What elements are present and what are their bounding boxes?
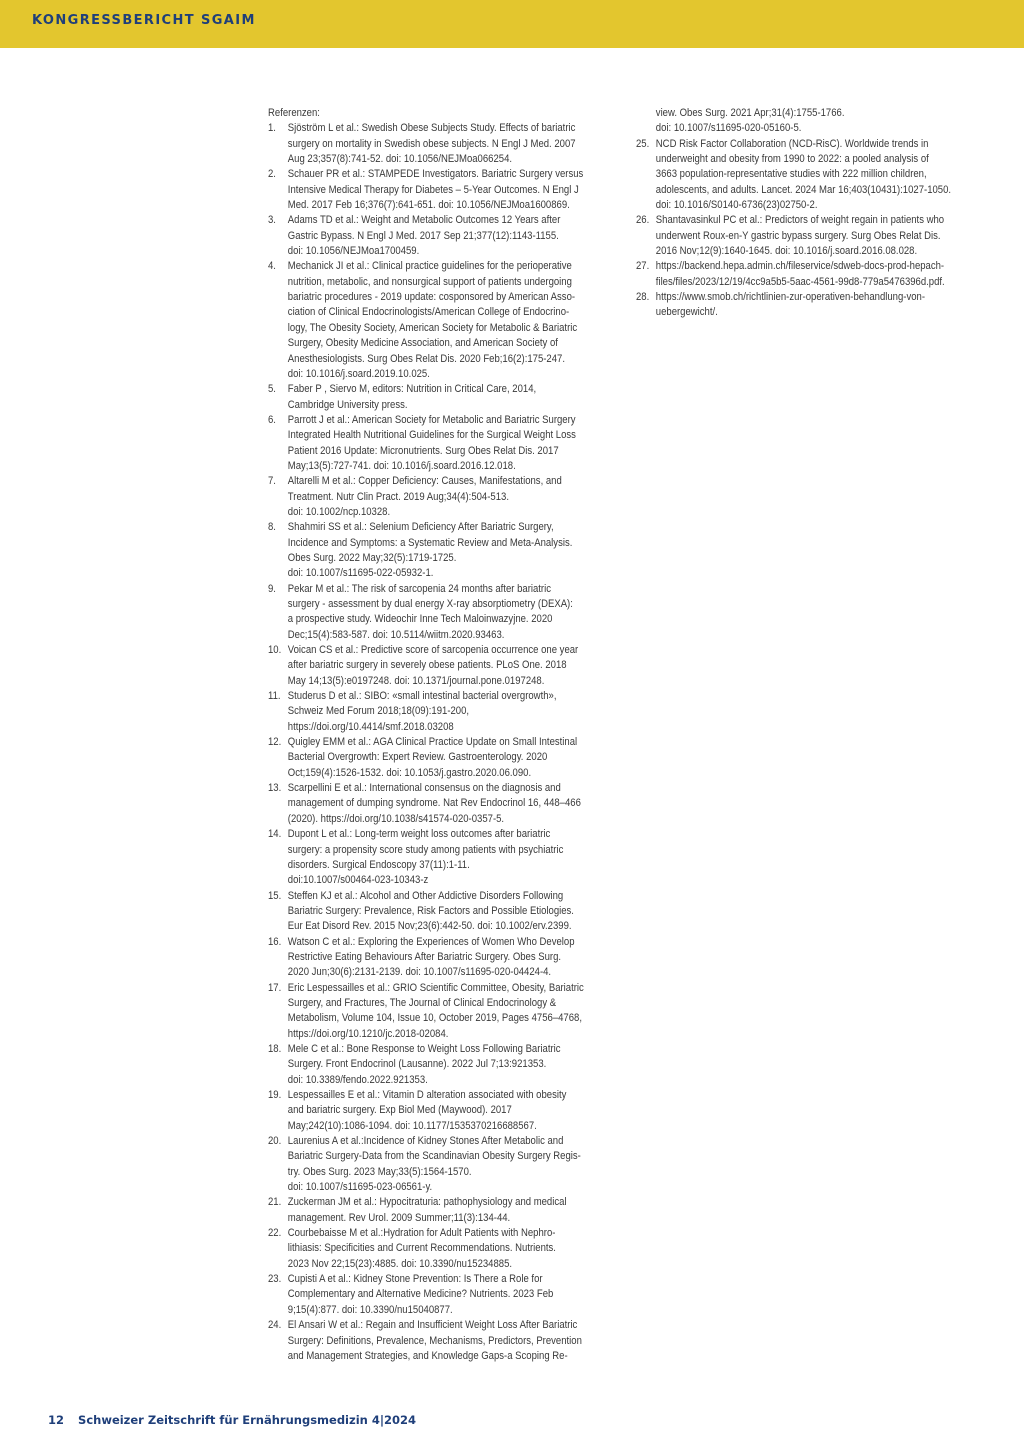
reference-item	[636, 213, 978, 259]
reference-line: Surgery, Obesity Medicine Association, and American Society of	[287, 337, 558, 350]
reference-item	[268, 1226, 610, 1272]
reference-line: Surgery, and Fractures, The Journal of Clinical Endocrinology &	[287, 996, 557, 1009]
reference-line: disorders. Surgical Endoscopy 37(11):1-11.	[287, 858, 470, 871]
reference-line: doi: 10.1002/ncp.10328.	[287, 505, 391, 518]
reference-line: Obes Surg. 2022 May;32(5):1719-1725.	[287, 551, 457, 564]
reference-line: https://backend.hepa.admin.ch/fileservice/sdweb-docs-prod-hepach-	[655, 260, 945, 273]
reference-line: Aug 23;357(8):741-52. doi: 10.1056/NEJMoa066254.	[287, 153, 513, 166]
reference-line: May 14;13(5):e0197248. doi: 10.1371/journal.pone.0197248.	[287, 674, 545, 687]
reference-item	[268, 735, 610, 781]
reference-line: adolescents, and adults. Lancet. 2024 Mar 16;403(10431):1027-1050.	[655, 183, 952, 196]
reference-line: Schauer PR et al.: STAMPEDE Investigators. Bariatric Surgery versus	[287, 168, 584, 181]
reference-line: Med. 2017 Feb 16;376(7):641-651. doi: 10.1056/NEJMoa1600869.	[287, 199, 570, 212]
reference-line: Altarelli M et al.: Copper Deficiency: Causes, Manifestations, and	[287, 475, 562, 488]
reference-line: https://doi.org/10.4414/smf.2018.03208	[287, 720, 454, 733]
page-footer	[48, 1413, 416, 1427]
reference-item	[268, 582, 610, 643]
reference-item	[268, 474, 610, 520]
reference-line: Restrictive Eating Behaviours After Bariatric Surgery. Obes Surg.	[287, 950, 562, 963]
reference-line: Intensive Medical Therapy for Diabetes – 5-Year Outcomes. N Engl J	[287, 183, 579, 196]
reference-line: Adams TD et al.: Weight and Metabolic Outcomes 12 Years after	[287, 214, 561, 227]
reference-line: Cambridge University press.	[287, 398, 408, 411]
reference-item	[268, 1134, 610, 1195]
reference-line: and Management Strategies, and Knowledge Gaps-a Scoping Re-	[287, 1349, 568, 1362]
reference-line: Dupont L et al.: Long-term weight loss outcomes after bariatric	[287, 828, 551, 841]
reference-number: 27.	[636, 260, 650, 273]
reference-line: Eur Eat Disord Rev. 2015 Nov;23(6):442-50. doi: 10.1002/erv.2399.	[287, 920, 572, 933]
reference-line: Surgery. Front Endocrinol (Lausanne). 2022 Jul 7;13:921353.	[287, 1058, 547, 1071]
reference-continuation	[636, 106, 978, 137]
reference-number: 18.	[268, 1042, 282, 1055]
reference-line: surgery - assessment by dual energy X-ray absorptiometry (DEXA):	[287, 598, 573, 610]
reference-number: 17.	[268, 981, 282, 994]
references-heading: Referenzen:	[268, 107, 320, 119]
reference-line: 3663 population-representative studies with 222 million children,	[655, 168, 927, 181]
section-title: KONGRESSBERICHT SGAIM	[32, 13, 256, 28]
reference-item	[268, 413, 610, 474]
reference-line: Quigley EMM et al.: AGA Clinical Practice Update on Small Intestinal	[287, 736, 578, 749]
reference-item	[268, 1088, 610, 1134]
reference-line: view. Obes Surg. 2021 Apr;31(4):1755-1766.	[655, 107, 845, 119]
reference-line: Parrott J et al.: American Society for Metabolic and Bariatric Surgery	[287, 413, 576, 426]
references-column-right	[636, 106, 978, 321]
reference-line: Bacterial Overgrowth: Expert Review. Gastroenterology. 2020	[287, 751, 548, 764]
reference-number: 7.	[268, 475, 276, 488]
reference-number: 8.	[268, 521, 276, 534]
reference-line: lithiasis: Specificities and Current Recommendations. Nutrients.	[287, 1242, 556, 1255]
reference-number: 23.	[268, 1273, 282, 1286]
reference-line: May;13(5):727-741. doi: 10.1016/j.soard.2016.12.018.	[287, 459, 516, 472]
reference-line: ciation of Clinical Endocrinologists/American College of Endocrino-	[287, 306, 570, 319]
reference-line: NCD Risk Factor Collaboration (NCD-RisC). Worldwide trends in	[655, 137, 929, 150]
reference-number: 10.	[268, 644, 282, 657]
reference-item	[268, 1042, 610, 1088]
reference-number: 2.	[268, 168, 276, 181]
reference-line: Metabolism, Volume 104, Issue 10, October 2019, Pages 4756–4768,	[287, 1012, 582, 1025]
reference-line: logy, The Obesity Society, American Society for Metabolic & Bariatric	[287, 321, 578, 334]
reference-line: Studerus D et al.: SIBO: «small intestinal bacterial overgrowth»,	[287, 690, 557, 703]
reference-line: Pekar M et al.: The risk of sarcopenia 24 months after bariatric	[287, 582, 552, 595]
reference-line: doi: 10.1007/s11695-020-05160-5.	[655, 122, 802, 135]
reference-item	[268, 259, 610, 382]
reference-number: 9.	[268, 582, 276, 595]
reference-line: Sjöström L et al.: Swedish Obese Subjects Study. Effects of bariatric	[287, 122, 576, 135]
reference-line: May;242(10):1086-1094. doi: 10.1177/1535370216688567.	[287, 1119, 537, 1132]
reference-line: doi: 10.1016/j.soard.2019.10.025.	[287, 367, 430, 380]
reference-number: 28.	[636, 291, 650, 304]
reference-line: 2023 Nov 22;15(23):4885. doi: 10.3390/nu15234885.	[287, 1257, 513, 1270]
reference-line: Courbebaisse M et al.:Hydration for Adult Patients with Nephro-	[287, 1227, 556, 1240]
reference-item	[268, 1195, 610, 1226]
reference-line: 2020 Jun;30(6):2131-2139. doi: 10.1007/s11695-020-04424-4.	[287, 966, 552, 979]
reference-line: (2020). https://doi.org/10.1038/s41574-020-0357-5.	[287, 812, 505, 825]
reference-list-left	[268, 121, 610, 1364]
reference-number: 12.	[268, 736, 282, 749]
reference-item	[268, 643, 610, 689]
reference-line: Voican CS et al.: Predictive score of sarcopenia occurrence one year	[287, 644, 579, 657]
reference-line: Shantavasinkul PC et al.: Predictors of weight regain in patients who	[655, 214, 945, 227]
reference-line: Complementary and Alternative Medicine? Nutrients. 2023 Feb	[287, 1288, 554, 1301]
reference-number: 15.	[268, 889, 282, 902]
reference-line: surgery on mortality in Swedish obese subjects. N Engl J Med. 2007	[287, 137, 576, 150]
reference-line: Scarpellini E et al.: International consensus on the diagnosis and	[287, 782, 561, 795]
reference-item	[636, 290, 978, 321]
reference-line: Faber P , Siervo M, editors: Nutrition in Critical Care, 2014,	[287, 383, 537, 396]
reference-line: Eric Lespessailles et al.: GRIO Scientific Committee, Obesity, Bariatric	[287, 981, 584, 994]
reference-item	[268, 520, 610, 581]
reference-item	[636, 137, 978, 214]
reference-line: Steffen KJ et al.: Alcohol and Other Addictive Disorders Following	[287, 889, 564, 902]
reference-list-right	[636, 137, 978, 321]
reference-item	[268, 689, 610, 735]
reference-number: 24.	[268, 1319, 282, 1332]
reference-item	[268, 167, 610, 213]
reference-line: https://www.smob.ch/richtlinien-zur-operativen-behandlung-von-	[655, 291, 926, 304]
reference-line: management. Rev Urol. 2009 Summer;11(3):134-44.	[287, 1211, 511, 1224]
reference-line: Mele C et al.: Bone Response to Weight Loss Following Bariatric	[287, 1042, 561, 1055]
reference-line: and bariatric surgery. Exp Biol Med (Maywood). 2017	[287, 1104, 512, 1117]
reference-line: Zuckerman JM et al.: Hypocitraturia: pathophysiology and medical	[287, 1196, 567, 1209]
reference-number: 26.	[636, 214, 650, 227]
reference-line: Bariatric Surgery-Data from the Scandinavian Obesity Surgery Regis-	[287, 1150, 581, 1163]
reference-item	[268, 935, 610, 981]
reference-item	[636, 259, 978, 290]
reference-line: El Ansari W et al.: Regain and Insufficient Weight Loss After Bariatric	[287, 1319, 578, 1332]
reference-item	[268, 382, 610, 413]
reference-item	[268, 1272, 610, 1318]
reference-line: doi: 10.1007/s11695-023-06561-y.	[287, 1181, 433, 1194]
reference-line: Bariatric Surgery: Prevalence, Risk Factors and Possible Etiologies.	[287, 904, 574, 917]
reference-item	[268, 981, 610, 1042]
reference-line: underweight and obesity from 1990 to 2022: a pooled analysis of	[655, 153, 929, 166]
reference-line: doi: 10.1016/S0140-6736(23)02750-2.	[655, 199, 818, 212]
reference-number: 3.	[268, 214, 276, 227]
reference-line: Dec;15(4):583-587. doi: 10.5114/wiitm.2020.93463.	[287, 628, 505, 641]
reference-number: 1.	[268, 122, 276, 135]
reference-number: 13.	[268, 782, 282, 795]
reference-line: Patient 2016 Update: Micronutrients. Surg Obes Relat Dis. 2017	[287, 444, 559, 457]
references-column-left	[268, 106, 610, 1364]
reference-line: Laurenius A et al.:Incidence of Kidney Stones After Metabolic and	[287, 1135, 564, 1148]
reference-number: 16.	[268, 935, 282, 948]
reference-number: 5.	[268, 383, 276, 396]
reference-number: 21.	[268, 1196, 282, 1209]
reference-line: doi: 10.1007/s11695-022-05932-1.	[287, 567, 434, 580]
reference-item	[268, 1318, 610, 1364]
reference-number: 11.	[268, 690, 281, 703]
reference-line: Gastric Bypass. N Engl J Med. 2017 Sep 21;377(12):1143-1155.	[287, 229, 559, 242]
reference-line: Integrated Health Nutritional Guidelines for the Surgical Weight Loss	[287, 429, 576, 442]
reference-line: nutrition, metabolic, and nonsurgical support of patients undergoing	[287, 275, 572, 288]
reference-item	[268, 827, 610, 888]
reference-number: 4.	[268, 260, 276, 273]
reference-line: Watson C et al.: Exploring the Experiences of Women Who Develop	[287, 935, 575, 948]
header-bar	[0, 0, 1024, 48]
reference-line: Mechanick JI et al.: Clinical practice guidelines for the perioperative	[287, 260, 572, 273]
reference-item	[268, 889, 610, 935]
reference-line: doi:10.1007/s00464-023-10343-z	[287, 874, 429, 887]
reference-line: surgery: a propensity score study among patients with psychiatric	[287, 843, 564, 856]
reference-line: https://doi.org/10.1210/jc.2018-02084.	[287, 1027, 449, 1040]
reference-line: Cupisti A et al.: Kidney Stone Prevention: Is There a Role for	[287, 1273, 543, 1286]
reference-line: 2016 Nov;12(9):1640-1645. doi: 10.1016/j.soard.2016.08.028.	[655, 245, 918, 258]
reference-line: underwent Roux-en-Y gastric bypass surgery. Surg Obes Relat Dis.	[655, 229, 941, 242]
reference-number: 19.	[268, 1089, 282, 1101]
reference-line: doi: 10.1056/NEJMoa1700459.	[287, 245, 420, 258]
reference-item	[268, 213, 610, 259]
reference-number: 25.	[636, 137, 650, 150]
reference-line: management of dumping syndrome. Nat Rev Endocrinol 16, 448–466	[287, 797, 581, 810]
reference-line: Anesthesiologists. Surg Obes Relat Dis. 2020 Feb;16(2):175-247.	[287, 352, 565, 365]
reference-line: files/files/2023/12/19/4cc9a5b5-5aac-4561-99d8-779a5476396d.pdf.	[655, 275, 945, 288]
reference-number: 6.	[268, 413, 276, 426]
reference-number: 22.	[268, 1227, 282, 1240]
reference-item	[268, 121, 610, 167]
reference-line: Shahmiri SS et al.: Selenium Deficiency After Bariatric Surgery,	[287, 521, 554, 534]
reference-line: 9;15(4):877. doi: 10.3390/nu15040877.	[287, 1303, 453, 1316]
reference-line: Surgery: Definitions, Prevalence, Mechanisms, Predictors, Prevention	[287, 1334, 582, 1347]
reference-line: after bariatric surgery in severely obese patients. PLoS One. 2018	[287, 659, 567, 672]
reference-line: doi: 10.3389/fendo.2022.921353.	[287, 1073, 428, 1086]
reference-line: Oct;159(4):1526-1532. doi: 10.1053/j.gastro.2020.06.090.	[287, 766, 532, 779]
reference-number: 14.	[268, 828, 282, 841]
journal-title: Schweizer Zeitschrift für Ernährungsmedizin 4|2024	[78, 1413, 417, 1427]
reference-line: Schweiz Med Forum 2018;18(09):191-200,	[287, 705, 470, 718]
page-number: 12	[48, 1413, 65, 1427]
reference-line: Treatment. Nutr Clin Pract. 2019 Aug;34(4):504-513.	[287, 490, 509, 503]
reference-line: uebergewicht/.	[655, 306, 718, 319]
reference-line: bariatric procedures - 2019 update: cosponsored by American Asso-	[287, 291, 576, 304]
reference-line: Lespessailles E et al.: Vitamin D alteration associated with obesity	[287, 1089, 567, 1101]
reference-item	[268, 781, 610, 827]
reference-line: try. Obes Surg. 2023 May;33(5):1564-1570.	[287, 1165, 472, 1178]
reference-line: a prospective study. Wideochir Inne Tech Maloinwazyjne. 2020	[287, 613, 553, 626]
reference-line: Incidence and Symptoms: a Systematic Review and Meta-Analysis.	[287, 536, 573, 549]
reference-number: 20.	[268, 1135, 282, 1148]
